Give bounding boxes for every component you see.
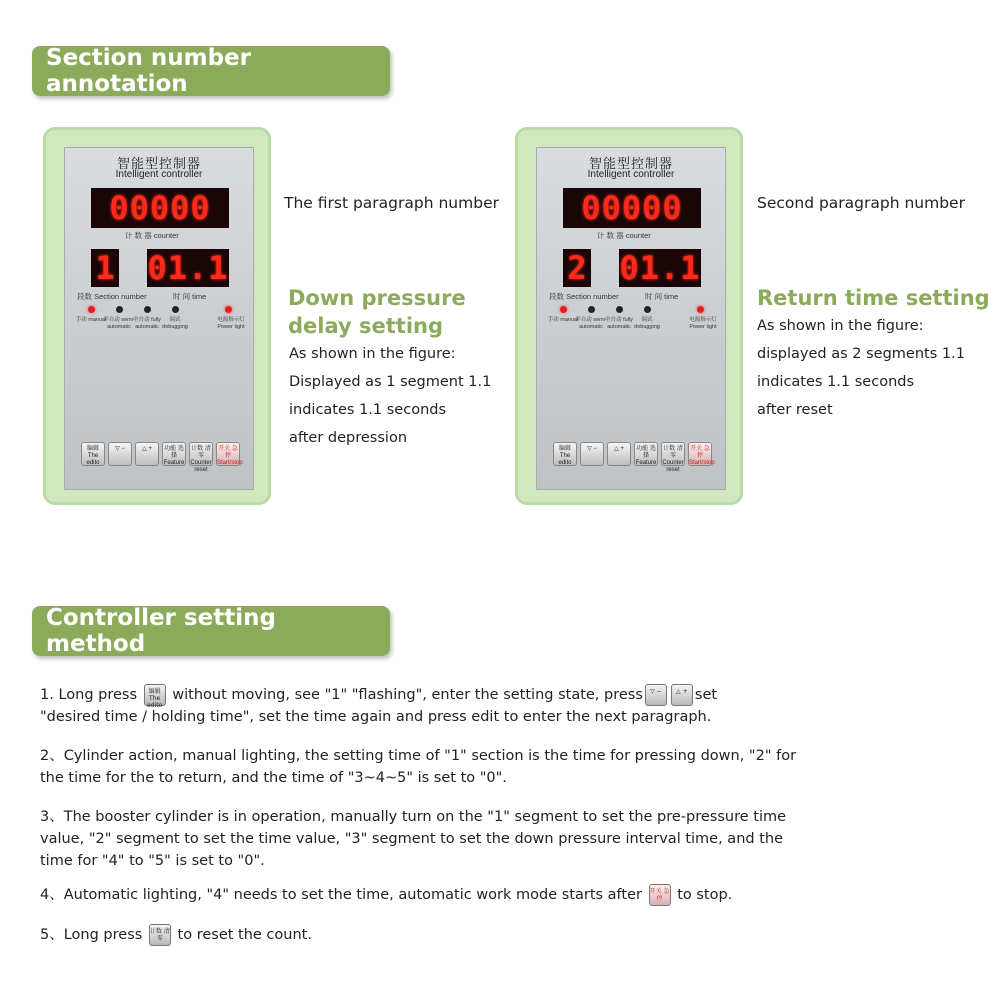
counter-label: 计 数 器 counter	[597, 231, 651, 240]
up-button[interactable]: △ +	[607, 442, 631, 466]
start-stop-button[interactable]: 开关 急停 Start/stop	[688, 442, 712, 466]
time-display: 01.1	[619, 249, 701, 287]
mode-label-debug: 调试 debugging	[634, 317, 660, 330]
feature-button[interactable]: 功能 选择 Feature	[162, 442, 186, 466]
start-stop-button[interactable]: 开关 急停 Start/stop	[216, 442, 240, 466]
debug-indicator-icon	[644, 306, 651, 313]
time-label: 时 间 time	[173, 292, 207, 301]
step-text: 4、Automatic lighting, "4" needs to set the time, automatic work mode starts after	[40, 887, 642, 903]
step-text: to reset the count.	[177, 927, 312, 943]
power-light-icon	[225, 306, 232, 313]
controller-panel	[64, 147, 254, 490]
section-display: 1	[91, 249, 119, 287]
return-time-heading: Return time setting	[757, 286, 990, 310]
controller-device-2	[515, 127, 743, 505]
full-auto-indicator-icon	[616, 306, 623, 313]
full-auto-indicator-icon	[144, 306, 151, 313]
first-paragraph-label: The first paragraph number	[284, 194, 499, 212]
down-pressure-heading-1: Down pressure	[288, 286, 466, 310]
step-1	[40, 684, 800, 728]
step-text: 1. Long press	[40, 687, 138, 703]
mode-label-manual: 手动 manual	[547, 317, 579, 323]
debug-indicator-icon	[172, 306, 179, 313]
counter-display: 00000	[563, 188, 701, 228]
controller-method-banner: Controller setting method	[32, 606, 390, 656]
step-text: "desired time / holding time", set the time again and press edit to enter the next paragraph.	[40, 709, 712, 725]
button-row	[553, 442, 718, 473]
counter-reset-button[interactable]: 计数 清零 Counter reset	[661, 442, 685, 466]
section-label: 段数 Section number	[549, 292, 619, 301]
button-row	[81, 442, 246, 473]
manual-indicator-icon	[560, 306, 567, 313]
mode-label-manual: 手动 manual	[75, 317, 107, 323]
up-key-icon: △ +	[671, 684, 693, 706]
desc-line: As shown in the figure:	[289, 346, 456, 362]
step-text: 5、Long press	[40, 927, 143, 943]
semi-auto-indicator-icon	[116, 306, 123, 313]
step-text: to stop.	[677, 887, 733, 903]
annotation1-desc	[289, 340, 491, 452]
step-text: without moving, see "1" "flashing", enter the setting state, press	[172, 687, 643, 703]
counter-reset-key-icon: 计数 清零	[149, 924, 171, 946]
desc-line: after reset	[757, 402, 833, 418]
device-title-en: Intelligent controller	[587, 169, 675, 180]
start-stop-key-icon: 开关 急停	[649, 884, 671, 906]
desc-line: As shown in the figure:	[757, 318, 924, 334]
annotation2-desc	[757, 312, 965, 424]
mode-label-semi-auto: 半自动 semi-automatic	[575, 317, 607, 330]
mode-label-power: 电源指示灯 Power light	[217, 317, 245, 330]
edit-button[interactable]: 编辑 The edito	[553, 442, 577, 466]
section-display: 2	[563, 249, 591, 287]
down-button[interactable]: ▽ −	[108, 442, 132, 466]
down-button[interactable]: ▽ −	[580, 442, 604, 466]
desc-line: Displayed as 1 segment 1.1	[289, 374, 492, 390]
step-2: 2、Cylinder action, manual lighting, the setting time of "1" section is the time for pressing down, "2" for the time for the to return, and the time of "3~4~5" is set to "0".	[40, 748, 797, 786]
edit-button[interactable]: 编辑 The edito	[81, 442, 105, 466]
mode-label-power: 电源指示灯 Power light	[689, 317, 717, 330]
up-button[interactable]: △ +	[135, 442, 159, 466]
manual-indicator-icon	[88, 306, 95, 313]
edit-key-icon: 编辑 The edito	[144, 684, 166, 706]
section-label: 段数 Section number	[77, 292, 147, 301]
mode-label-semi-auto: 半自动 semi-automatic	[103, 317, 135, 330]
second-paragraph-label: Second paragraph number	[757, 194, 965, 212]
step-5	[40, 924, 800, 946]
semi-auto-indicator-icon	[588, 306, 595, 313]
step-text: set	[694, 687, 718, 703]
controller-device-1	[43, 127, 271, 505]
counter-reset-button[interactable]: 计数 清零 Counter reset	[189, 442, 213, 466]
counter-display: 00000	[91, 188, 229, 228]
time-display: 01.1	[147, 249, 229, 287]
controller-panel	[536, 147, 726, 490]
desc-line: after depression	[289, 430, 408, 446]
counter-label: 计 数 器 counter	[125, 231, 179, 240]
device-title-cn: 智能型控制器	[116, 157, 201, 172]
desc-line: indicates 1.1 seconds	[757, 374, 915, 390]
down-pressure-heading-2: delay setting	[288, 314, 443, 338]
time-label: 时 间 time	[645, 292, 679, 301]
mode-label-debug: 调试 debugging	[162, 317, 188, 330]
mode-label-full-auto: 全自动 fully automatic	[133, 317, 161, 330]
desc-line: indicates 1.1 seconds	[289, 402, 447, 418]
section-annotation-banner: Section number annotation	[32, 46, 390, 96]
device-title-en: Intelligent controller	[115, 169, 203, 180]
desc-line: displayed as 2 segments 1.1	[757, 346, 965, 362]
device-title-cn: 智能型控制器	[588, 157, 673, 172]
power-light-icon	[697, 306, 704, 313]
mode-label-full-auto: 全自动 fully automatic	[605, 317, 633, 330]
step-3: 3、The booster cylinder is in operation, manually turn on the "1" segment to set the pre-pressure time value, "2" segment to set the time value, "3" segment to set the down pressure interval time, and the time for "4" to "5" is set to "0".	[40, 809, 787, 869]
step-4	[40, 884, 800, 906]
feature-button[interactable]: 功能 选择 Feature	[634, 442, 658, 466]
down-key-icon: ▽ −	[645, 684, 667, 706]
